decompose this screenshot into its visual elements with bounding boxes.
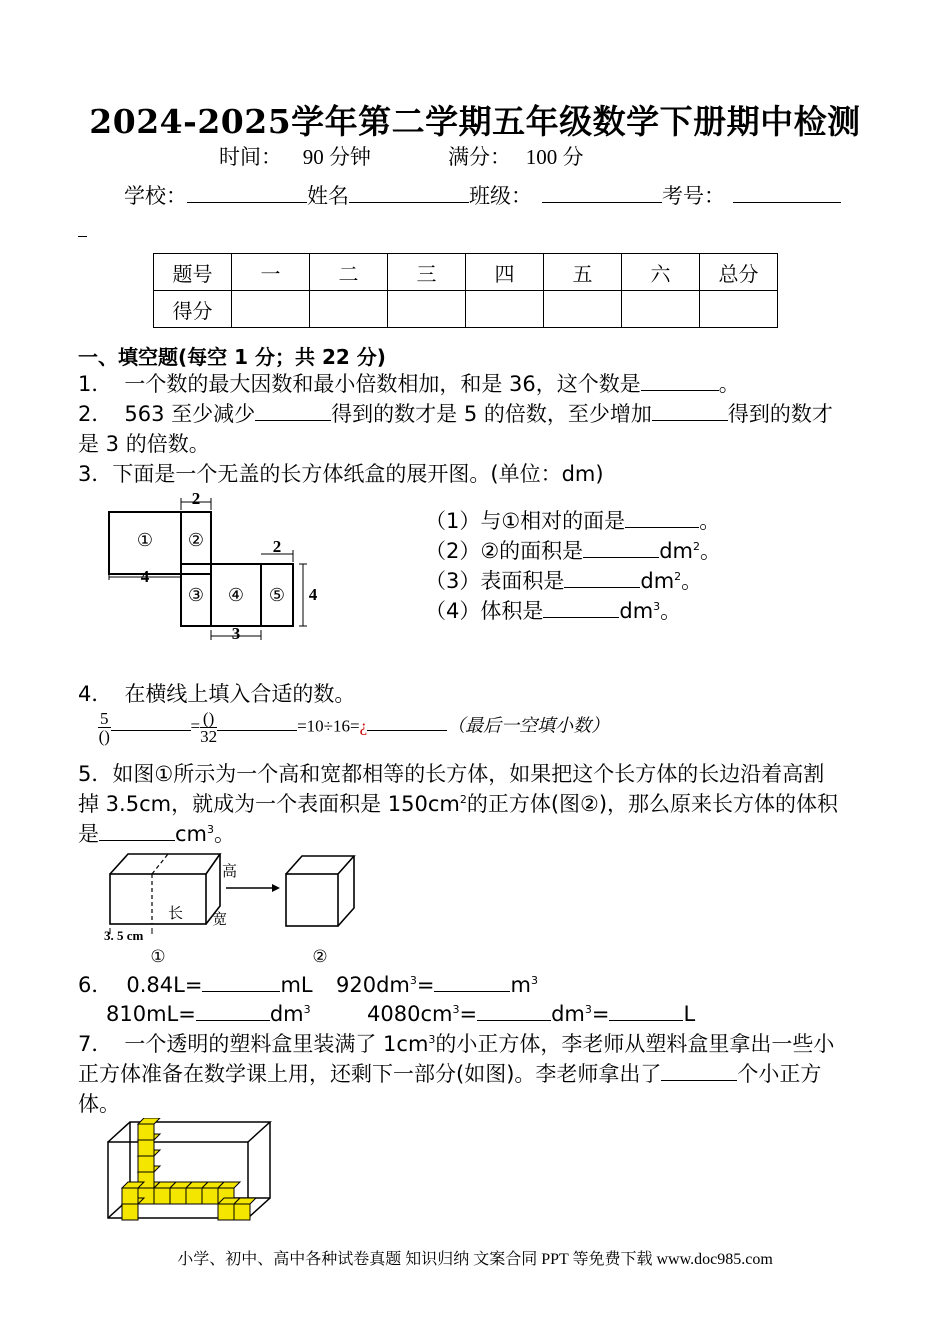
unit: m [510, 973, 531, 997]
face-label: ④ [227, 585, 245, 605]
question-text: 563 至少减少 [124, 402, 256, 426]
face-label: ① [136, 530, 154, 550]
answer-blank[interactable] [367, 713, 447, 731]
full-score-value: 100 分 [525, 145, 584, 169]
answer-blank[interactable] [583, 536, 659, 558]
score-cell[interactable] [466, 291, 544, 328]
question-text: 920dm [336, 973, 410, 997]
face-label: ③ [187, 585, 205, 605]
note: （最后一空填小数） [447, 715, 610, 737]
fraction [200, 710, 217, 745]
answer-blank[interactable] [217, 713, 297, 731]
question-text: 一个数的最大因数和最小倍数相加，和是 36，这个数是 [124, 372, 641, 396]
dim-label: 4 [308, 585, 318, 604]
class-label: 班级： [469, 184, 532, 208]
school-label: 学校： [124, 184, 187, 208]
section-heading: 一、填空题(每空 1 分；共 22 分) [78, 345, 386, 369]
question-text: 4080cm [367, 1002, 453, 1026]
figure-2-label: ② [312, 947, 328, 966]
small-cube-top [138, 1118, 160, 1124]
superscript: 3 [530, 974, 538, 987]
cuboid-figure [100, 848, 370, 966]
numerator: 5 [100, 709, 109, 728]
unit: dm [640, 569, 675, 593]
score-cell-header: 四 [466, 254, 544, 291]
answer-blank[interactable] [641, 369, 719, 391]
question-text: 如图①所示为一个高和宽都相等的长方体，如果把这个长方体的长边沿着高割 [112, 762, 825, 786]
arrow-head-icon [272, 884, 280, 892]
q3-sub-4 [425, 596, 681, 626]
answer-blank[interactable] [434, 970, 510, 992]
question-text: 的小正方体，李老师从塑料盒里拿出一些小 [435, 1032, 835, 1056]
full-score-label: 满分： [448, 145, 511, 169]
fraction [98, 710, 111, 745]
denominator: () [98, 727, 110, 746]
question-text: 。 [660, 599, 682, 623]
small-cube [122, 1188, 138, 1204]
stray-char: ¿ [359, 716, 368, 736]
question-text: （2）②的面积是 [425, 539, 584, 563]
question-number: 4． [78, 682, 113, 706]
superscript: 3 [409, 974, 417, 987]
school-blank[interactable] [187, 181, 307, 203]
unit: dm [619, 599, 654, 623]
score-cell[interactable] [544, 291, 622, 328]
answer-blank[interactable] [255, 399, 331, 421]
score-cell[interactable] [310, 291, 388, 328]
question-text: 。 [681, 569, 703, 593]
superscript: 3 [653, 600, 661, 613]
equals: = [190, 716, 201, 736]
time-line [219, 141, 371, 171]
score-table [153, 253, 778, 328]
superscript: 3 [207, 823, 215, 836]
unit: cm [175, 822, 208, 846]
unit: mL [280, 973, 313, 997]
score-cell-header: 六 [622, 254, 700, 291]
superscript: 3 [452, 1003, 460, 1016]
question-text: （4）体积是 [425, 599, 544, 623]
score-cell-header: 一 [232, 254, 310, 291]
face-label: ⑤ [268, 585, 286, 605]
small-cube [186, 1188, 202, 1204]
unit: dm [269, 1002, 304, 1026]
unit: dm [659, 539, 693, 563]
superscript: 3 [428, 1033, 436, 1046]
page-title: 2024-2025学年第二学期五年级数学下册期中检测 [89, 102, 861, 141]
figure-1-label: ① [150, 947, 166, 966]
answer-blank[interactable] [477, 999, 551, 1021]
answer-blank[interactable] [564, 566, 640, 588]
question-number: 2． [78, 402, 113, 426]
question-text: = [416, 973, 435, 997]
answer-blank[interactable] [652, 399, 728, 421]
question-text: 得到的数才 [727, 402, 833, 426]
question-text: 一个透明的塑料盒里装满了 1cm [124, 1032, 429, 1056]
small-cube [234, 1204, 250, 1220]
question-number: 3． [78, 462, 113, 486]
cube-stack [122, 1118, 256, 1220]
question-number: 5． [78, 762, 113, 786]
score-cell[interactable] [232, 291, 310, 328]
name-blank[interactable] [349, 181, 469, 203]
question-number: 6． [78, 973, 113, 997]
question-text: 掉 3.5cm，就成为一个表面积是 150cm [78, 792, 460, 816]
question-text: 0.84L= [126, 973, 203, 997]
q4-equation [98, 710, 609, 745]
net-figure [105, 490, 320, 640]
dim-label: 3 [231, 624, 241, 640]
small-cube [154, 1188, 170, 1204]
exam-no-label: 考号： [662, 184, 725, 208]
score-row-label: 得分 [154, 291, 232, 328]
small-cube [218, 1204, 234, 1220]
class-blank[interactable] [542, 181, 662, 203]
full-score-line [448, 141, 583, 171]
score-cell-header: 五 [544, 254, 622, 291]
question-text: （1）与①相对的面是 [425, 509, 626, 533]
question-text: 是 [78, 822, 99, 846]
question-2 [78, 399, 833, 429]
dim-label: 2 [191, 490, 201, 508]
answer-blank[interactable] [625, 506, 699, 528]
answer-blank[interactable] [202, 970, 280, 992]
cube-front [286, 874, 338, 926]
denominator: 32 [200, 727, 218, 746]
q3-sub-3 [425, 566, 702, 596]
question-6-c [106, 999, 311, 1029]
score-cell-header: 总分 [700, 254, 778, 291]
question-text: 。 [699, 509, 721, 533]
small-cube [138, 1140, 154, 1156]
score-table-header-row [154, 254, 778, 291]
small-cube [170, 1188, 186, 1204]
q3-sub-1 [425, 506, 720, 536]
small-cube [122, 1204, 138, 1220]
answer-blank[interactable] [661, 1059, 737, 1081]
question-text: 。 [214, 822, 236, 846]
score-cell[interactable] [388, 291, 466, 328]
unit: dm [551, 1002, 585, 1026]
unit: L [683, 1002, 696, 1026]
question-5-line-3 [78, 819, 235, 849]
score-cell-header: 二 [310, 254, 388, 291]
time-value: 90 分钟 [302, 145, 371, 169]
student-info-line [124, 180, 841, 210]
superscript: 2 [692, 540, 700, 553]
question-1 [78, 369, 740, 399]
label-gao: 高 [222, 864, 238, 880]
question-text: 的正方体(图②)，那么原来长方体的体积 [466, 792, 839, 816]
question-5-line-2 [78, 789, 838, 819]
question-text: = [591, 1002, 610, 1026]
label-cut: 3. 5 cm [104, 928, 144, 943]
footer: 小学、初中、高中各种试卷真题 知识归纳 文案合同 PPT 等免费下载 www.doc985.com [177, 1251, 773, 1268]
label-kuan: 宽 [212, 912, 228, 928]
time-label: 时间： [219, 145, 282, 169]
score-table-score-row [154, 291, 778, 328]
small-cube [138, 1124, 154, 1140]
question-number: 1． [78, 372, 113, 396]
question-text: 。 [718, 372, 740, 396]
exam-no-blank-wrap [78, 236, 87, 237]
numerator: () [200, 710, 217, 728]
answer-blank[interactable] [111, 713, 191, 731]
name-label: 姓名 [307, 184, 349, 208]
score-cell-header: 三 [388, 254, 466, 291]
answer-blank[interactable] [99, 819, 175, 841]
question-text: 810mL= [106, 1002, 196, 1026]
question-7-line-2 [78, 1059, 821, 1089]
question-text: （3）表面积是 [425, 569, 565, 593]
question-text: 得到的数才是 5 的倍数，至少增加 [331, 402, 652, 426]
question-7-line-3: 体。 [78, 1092, 120, 1116]
question-text: 正方体准备在数学课上用，还剩下一部分(如图)。李老师拿出了 [78, 1062, 662, 1086]
question-6-b [336, 970, 538, 1000]
answer-blank[interactable] [196, 999, 270, 1021]
label-chang: 长 [168, 906, 184, 922]
cube-box-figure [104, 1118, 276, 1222]
score-cell[interactable] [622, 291, 700, 328]
superscript: 3 [303, 1003, 311, 1016]
question-4 [78, 679, 355, 709]
cuboid-front [110, 874, 206, 924]
question-text: 下面是一个无盖的长方体纸盒的展开图。(单位：dm) [112, 462, 604, 486]
question-number: 7． [78, 1032, 113, 1056]
question-text: 个小正方 [737, 1062, 822, 1086]
question-text: = [459, 1002, 478, 1026]
question-5 [78, 759, 824, 789]
question-6 [78, 970, 313, 1000]
small-cube [202, 1188, 218, 1204]
answer-blank[interactable] [543, 596, 619, 618]
superscript: 2 [459, 793, 467, 806]
small-cube [138, 1156, 154, 1172]
answer-blank[interactable] [609, 999, 683, 1021]
question-7 [78, 1029, 834, 1059]
expression: =10÷16= [297, 716, 360, 736]
score-cell-header: 题号 [154, 254, 232, 291]
superscript: 2 [674, 570, 682, 583]
q3-sub-2 [425, 536, 721, 566]
dim-label: 4 [140, 567, 150, 586]
question-6-d [367, 999, 695, 1029]
question-text: 。 [699, 539, 721, 563]
question-text: 在横线上填入合适的数。 [124, 682, 356, 706]
score-cell[interactable] [700, 291, 778, 328]
dim-label: 2 [272, 537, 282, 556]
exam-no-blank[interactable] [733, 181, 841, 203]
question-2-line-2: 是 3 的倍数。 [78, 432, 210, 456]
superscript: 3 [584, 1003, 592, 1016]
face-label: ② [187, 530, 205, 550]
question-3 [78, 459, 604, 489]
